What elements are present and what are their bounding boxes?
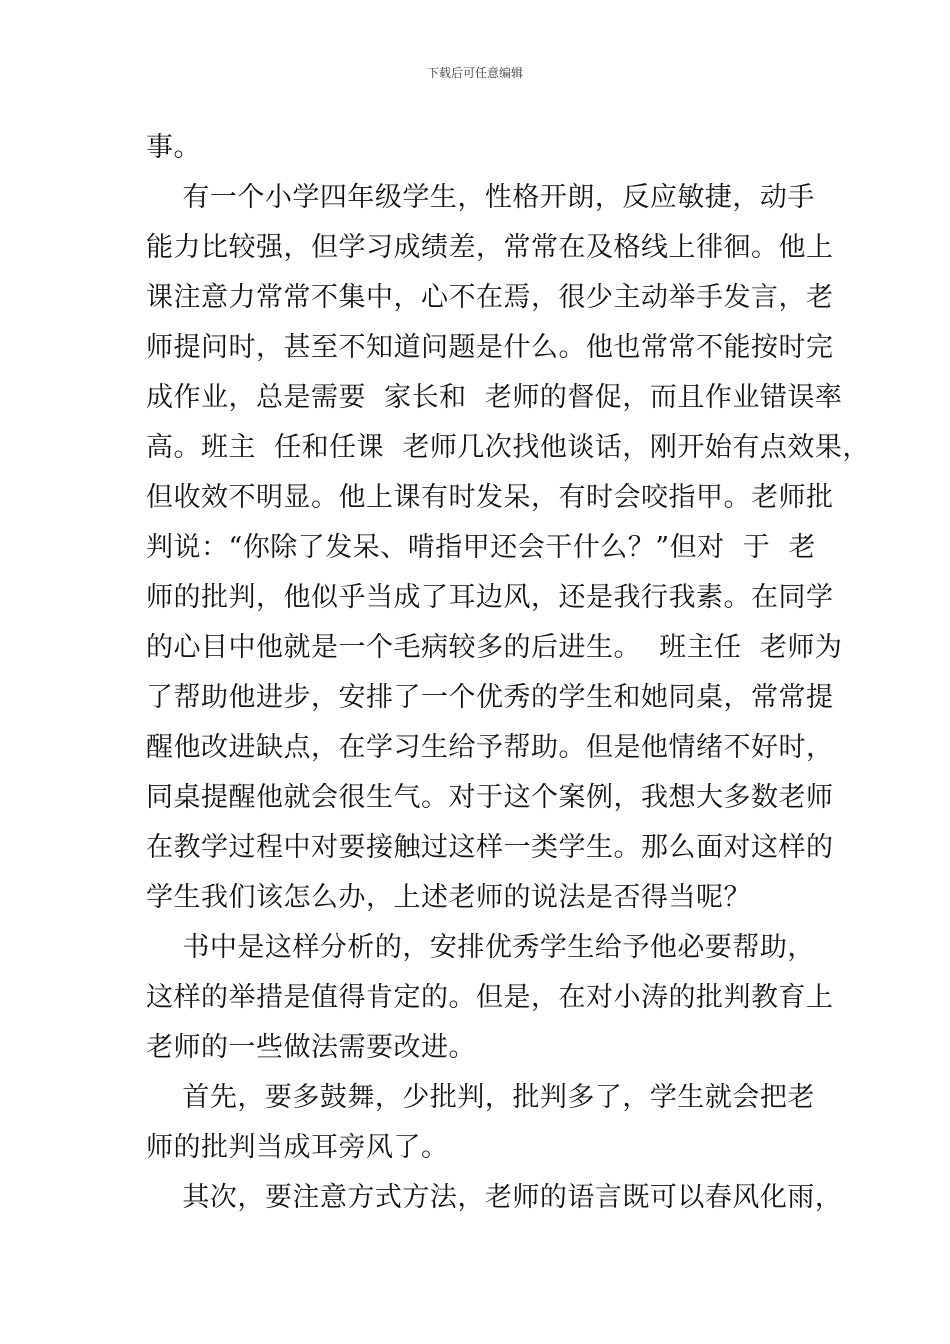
text-line: 醒他改进缺点，在学习生给予帮助。但是他情绪不好时， xyxy=(146,732,834,763)
text-line: 其次，要注意方式方法，老师的语言既可以春风化雨， xyxy=(146,1182,843,1213)
text-line: 但收效不明显。他上课有时发呆，有时会咬指甲。老师批 xyxy=(146,482,834,513)
text-line: 有一个小学四年级学生，性格开朗，反应敏捷，动手 xyxy=(146,182,815,213)
text-line: 高。班主 任和任课 老师几次找他谈话，刚开始有点效果， xyxy=(146,432,870,463)
text-line: 在教学过程中对要接触过这样一类学生。那么面对这样的 xyxy=(146,832,834,863)
text-line: 老师的一些做法需要改进。 xyxy=(146,1032,476,1063)
text-line: 书中是这样分析的，安排优秀学生给予他必要帮助， xyxy=(146,932,815,963)
text-line: 事。 xyxy=(146,132,201,163)
text-line: 了帮助他进步，安排了一个优秀的学生和她同桌，常常提 xyxy=(146,682,834,713)
text-line: 师提问时，甚至不知道问题是什么。他也常常不能按时完 xyxy=(146,332,834,363)
text-line: 的心目中他就是一个毛病较多的后进生。 班主任 老师为 xyxy=(146,632,843,663)
text-line: 判说：“你除了发呆、啃指甲还会干什么？”但对 于 老 xyxy=(146,532,816,563)
text-line: 课注意力常常不集中，心不在焉，很少主动举手发言，老 xyxy=(146,282,834,313)
text-line: 能力比较强，但学习成绩差，常常在及格线上徘徊。他上 xyxy=(146,232,834,263)
text-line: 成作业，总是需要 家长和 老师的督促，而且作业错误率 xyxy=(146,382,843,413)
text-line: 这样的举措是值得肯定的。但是，在对小涛的批判教育上 xyxy=(146,982,834,1013)
text-line: 师的批判当成耳旁风了。 xyxy=(146,1132,449,1163)
text-line: 同桌提醒他就会很生气。对于这个案例，我想大多数老师 xyxy=(146,782,834,813)
page-header: 下载后可任意编辑 xyxy=(426,66,523,80)
text-line: 学生我们该怎么办，上述老师的说法是否得当呢？ xyxy=(146,882,751,913)
text-line: 师的批判，他似乎当成了耳边风，还是我行我素。在同学 xyxy=(146,582,834,613)
text-line: 首先，要多鼓舞，少批判，批判多了，学生就会把老 xyxy=(146,1082,815,1113)
